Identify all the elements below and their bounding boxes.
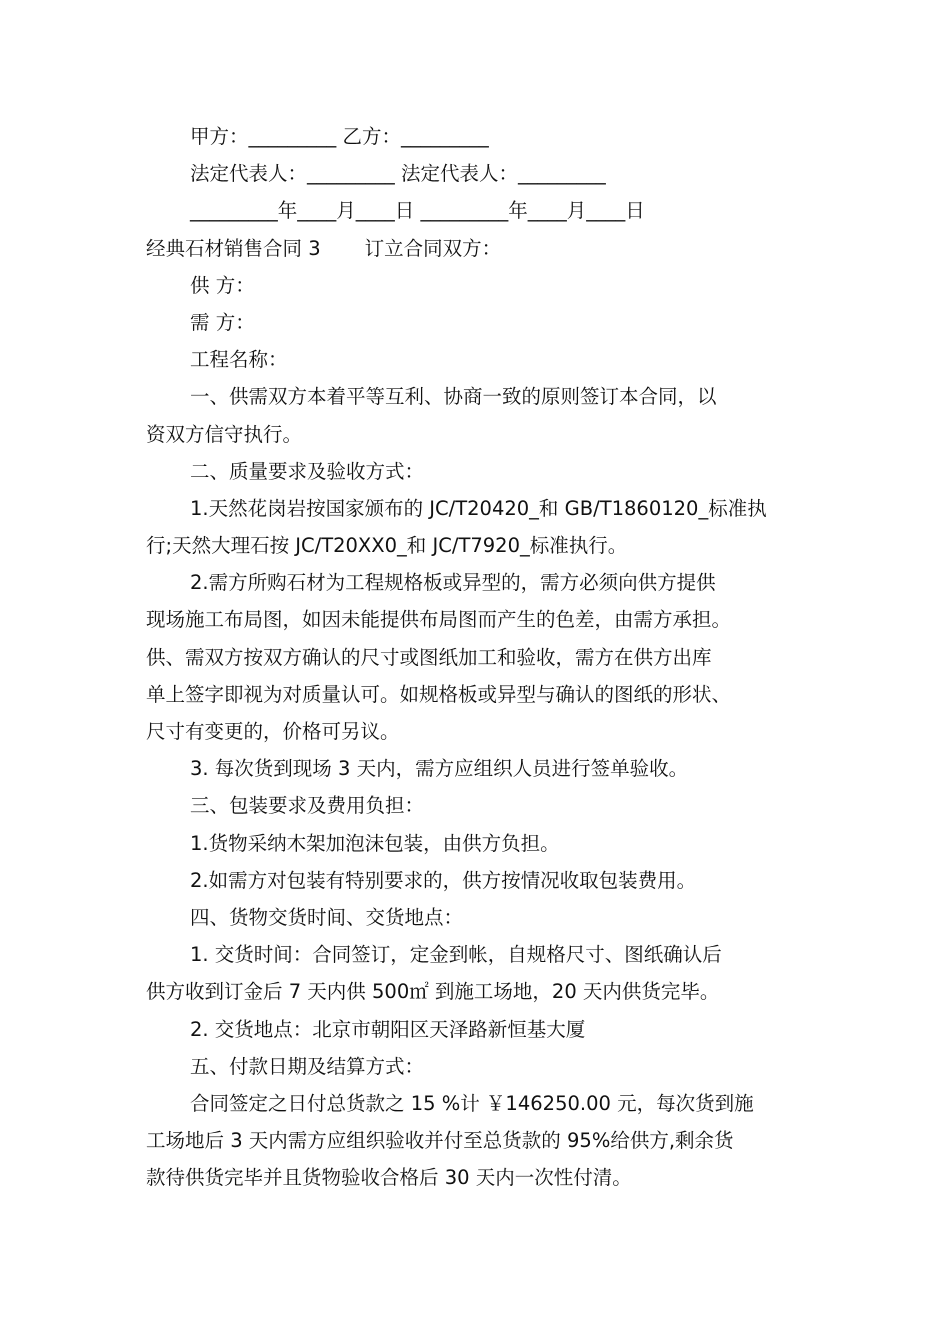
paragraph-line: 1.货物采纳木架加泡沫包装，由供方负担。 — [190, 831, 560, 855]
paragraph-line: 2. 交货地点：北京市朝阳区天泽路新恒基大厦 — [190, 1017, 586, 1041]
signature-representatives-line: 法定代表人：_________ 法定代表人：_________ — [190, 162, 606, 186]
paragraph-line: 资双方信守执行。 — [146, 422, 303, 446]
section-heading: 五、付款日期及结算方式： — [190, 1054, 425, 1078]
paragraph-line: 一、供需双方本着平等互利、协商一致的原则签订本合同，以 — [190, 385, 717, 409]
paragraph-line: 2.如需方对包装有特别要求的，供方按情况收取包装费用。 — [190, 868, 697, 892]
paragraph-line: 供方收到订金后 7 天内供 500㎡ 到施工场地，20 天内供货完毕。 — [146, 980, 720, 1004]
contract-parties-heading: 订立合同双方： — [364, 236, 502, 260]
paragraph-line: 尺寸有变更的，价格可另议。 — [146, 720, 400, 743]
signature-parties-line: 甲方：_________ 乙方：_________ — [190, 125, 489, 148]
paragraph-line: 款待供货完毕并且货物验收合格后 30 天内一次性付清。 — [146, 1166, 632, 1190]
buyer-line: 需 方： — [190, 310, 255, 334]
paragraph-line: 2.需方所购石材为工程规格板或异型的，需方必须向供方提供 — [190, 571, 716, 595]
section-heading: 二、质量要求及验收方式： — [190, 459, 425, 483]
paragraph-line: 1. 交货时间：合同签订，定金到帐，自规格尺寸、图纸确认后 — [190, 943, 722, 967]
paragraph-line: 现场施工布局图，如因未能提供布局图而产生的色差，由需方承担。 — [146, 608, 732, 632]
paragraph-line: 合同签定之日付总货款之 15 %计 ￥146250.00 元，每次货到施 — [190, 1091, 754, 1115]
signature-date-line: _________年____月____日 _________年____月____日 — [190, 199, 645, 223]
contract-body — [146, 118, 826, 1196]
section-heading: 四、货物交货时间、交货地点： — [190, 905, 464, 929]
paragraph-line: 1.天然花岗岩按国家颁布的 JC/T20420_和 GB/T1860120_标准执 — [190, 496, 767, 520]
paragraph-line: 行;天然大理石按 JC/T20XX0_和 JC/T7920_标准执行。 — [146, 534, 628, 558]
contract-title-line — [146, 230, 826, 267]
paragraph-line: 供、需双方按双方确认的尺寸或图纸加工和验收，需方在供方出库 — [146, 645, 712, 669]
paragraph-line: 工场地后 3 天内需方应组织验收并付至总货款的 95%给供方,剩余货 — [146, 1129, 734, 1153]
paragraph-line: 单上签字即视为对质量认可。如规格板或异型与确认的图纸的形状、 — [146, 682, 732, 706]
project-name-line: 工程名称： — [190, 348, 288, 372]
section-heading: 三、包装要求及费用负担： — [190, 794, 425, 818]
contract-title: 经典石材销售合同 3 — [146, 236, 321, 260]
supplier-line: 供 方： — [190, 273, 255, 297]
paragraph-line: 3. 每次货到现场 3 天内，需方应组织人员进行签单验收。 — [190, 757, 689, 781]
